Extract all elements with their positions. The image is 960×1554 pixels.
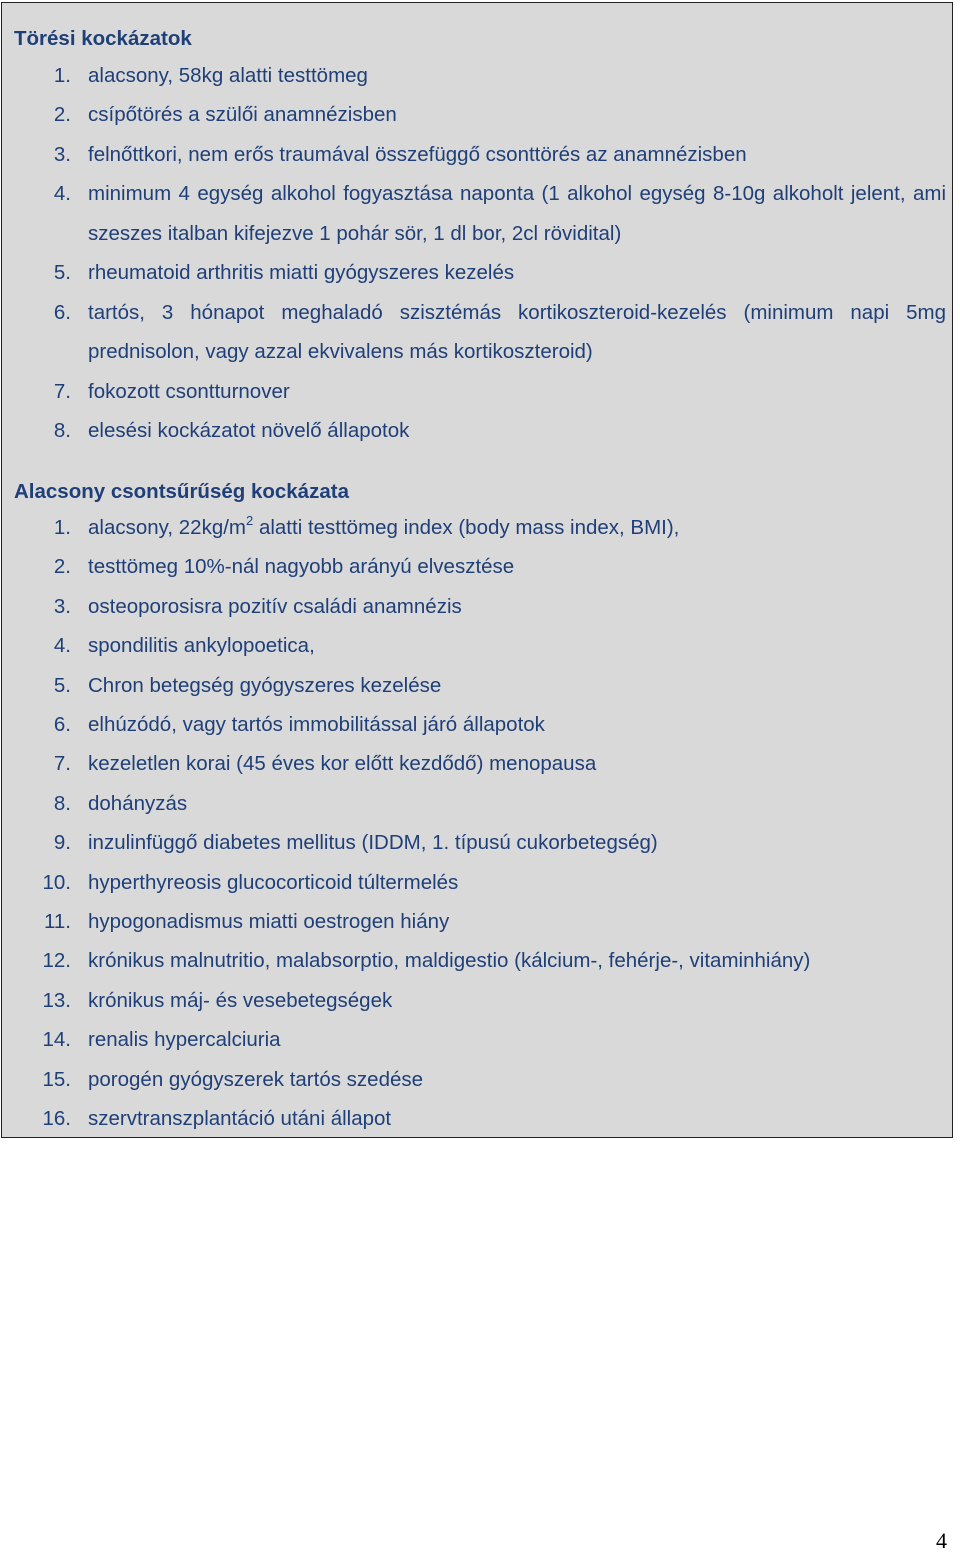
list-item: 4. minimum 4 egység alkohol fogyasztása naponta (1 alkohol egység 8-10g alkoholt jelent, ami szeszes italban kifejezve 1 pohár sör, 1 dl bor, 2cl rövidital) — [53, 182, 946, 245]
list-item: 8. dohányzás — [53, 791, 188, 815]
low-bone-density-heading: Alacsony csontsűrűség kockázata — [14, 480, 349, 503]
list-item: 3. felnőttkori, nem erős traumával összefüggő csonttörés az anamnézisben — [53, 142, 747, 166]
list-item: 14. renalis hypercalciuria — [42, 1028, 281, 1052]
list-item: 1. alacsony, $22kg/m^2$ alatti testtömeg index (body mass index, BMI), — [53, 513, 680, 539]
list-item: 11. hypogonadismus miatti oestrogen hiány — [44, 910, 450, 934]
list-item: 6. tartós, 3 hónapot meghaladó szisztémás kortikoszteroid-kezelés (minimum napi 5mg prednisolon, vagy azzal ekvivalens más kortikoszteroid) — [53, 300, 946, 364]
page-number: 4 — [936, 1528, 947, 1553]
list-item: 10. hyperthyreosis glucocorticoid túltermelés — [42, 870, 459, 894]
list-item: 9. inzulinfüggő diabetes mellitus (IDDM, 1. típusú cukorbetegség) — [53, 831, 658, 855]
fracture-risk-heading: Törési kockázatok — [14, 27, 192, 50]
list-item: 16. szervtranszplantáció utáni állapot — [42, 1107, 392, 1131]
list-item: 7. fokozott csontturnover — [53, 379, 290, 403]
low-bone-density-list — [2, 508, 954, 1139]
list-item: 7. kezeletlen korai (45 éves kor előtt kezdődő) menopausa — [53, 752, 597, 776]
list-item: 12. krónikus malnutritio, malabsorptio, maldigestio (kálcium-, fehérje-, vitaminhiány) — [42, 949, 811, 973]
list-item: 15. porogén gyógyszerek tartós szedése — [42, 1067, 424, 1091]
list-item: 8. elesési kockázatot növelő állapotok — [53, 419, 410, 443]
list-item: 6. elhúzódó, vagy tartós immobilitással járó állapotok — [53, 713, 545, 737]
list-item: 4. spondilitis ankylopoetica, — [53, 634, 315, 658]
list-item: 5. rheumatoid arthritis miatti gyógyszeres kezelés — [53, 261, 515, 285]
risk-factors-box — [1, 2, 953, 1138]
list-item: 5. Chron betegség gyógyszeres kezelése — [53, 673, 442, 697]
list-item: 2. csípőtörés a szülői anamnézisben — [53, 103, 397, 127]
list-item: 3. osteoporosisra pozitív családi anamnézis — [53, 594, 462, 618]
list-item: 13. krónikus máj- és vesebetegségek — [42, 988, 393, 1012]
fracture-risk-list — [2, 56, 954, 450]
list-item: 2. testtömeg 10%-nál nagyobb arányú elvesztése — [53, 555, 515, 579]
list-item: 1. alacsony, 58kg alatti testtömeg — [53, 64, 368, 87]
